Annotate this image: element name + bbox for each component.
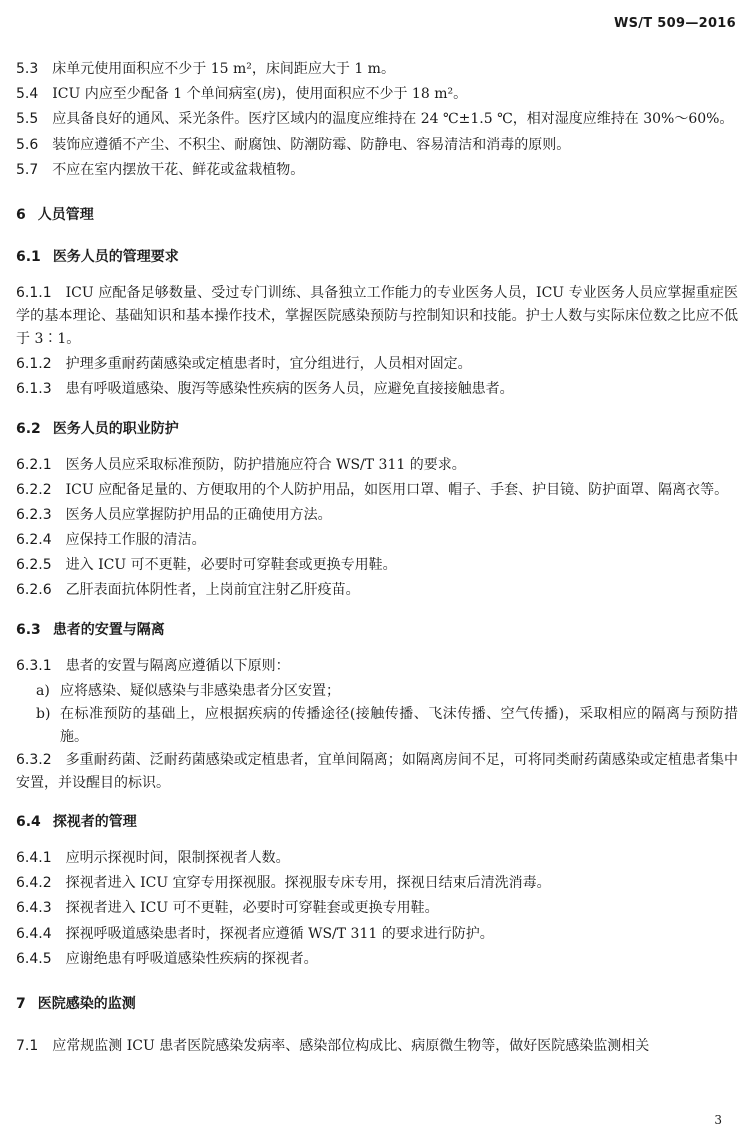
heading-number: 6 (16, 206, 26, 223)
list-marker: b) (36, 705, 51, 722)
clause-6-4-3 (16, 897, 738, 920)
clause-text: 探视者进入 ICU 宜穿专用探视服。探视服专床专用，探视日结束后清洗消毒。 (65, 875, 551, 892)
list-item-b (16, 703, 738, 749)
clause-text: 探视者进入 ICU 可不更鞋，必要时可穿鞋套或更换专用鞋。 (65, 900, 439, 917)
clause-6-2-5 (16, 554, 738, 577)
clause-5-5 (16, 108, 738, 131)
clause-text: 应保持工作服的清洁。 (65, 532, 206, 549)
heading-number: 6.3 (16, 621, 41, 638)
clause-number: 6.2.6 (16, 582, 52, 599)
clause-number: 5.6 (16, 136, 39, 153)
clause-5-4 (16, 83, 738, 106)
clause-number: 6.4.2 (16, 875, 52, 892)
clause-text: 进入 ICU 可不更鞋，必要时可穿鞋套或更换专用鞋。 (65, 557, 397, 574)
clause-5-7 (16, 159, 738, 182)
heading-number: 6.4 (16, 814, 41, 830)
heading-number: 6.1 (16, 248, 41, 265)
section-heading-6 (16, 204, 738, 226)
clause-number: 6.1.1 (16, 284, 52, 301)
clause-5-3 (16, 58, 738, 81)
heading-title: 探视者的管理 (52, 814, 137, 830)
clause-text: 应谢绝患有呼吸道感染性疾病的探视者。 (65, 950, 318, 967)
clause-text: 床单元使用面积应不少于 15 m²，床间距应大于 1 m。 (52, 61, 395, 77)
heading-title: 医院感染的监测 (37, 995, 136, 1012)
clause-number: 6.2.5 (16, 557, 52, 574)
clause-number: 6.4.1 (16, 850, 52, 866)
clause-number: 6.3.2 (16, 751, 52, 768)
clause-text: 装饰应遵循不产尘、不积尘、耐腐蚀、防潮防霉、防静电、容易清洁和消毒的原则。 (52, 136, 571, 153)
section-heading-7 (16, 993, 738, 1015)
clause-number: 6.2.3 (16, 506, 52, 523)
clause-text: 不应在室内摆放干花、鲜花或盆栽植物。 (52, 161, 305, 178)
clause-number: 6.4.3 (16, 900, 52, 917)
clause-6-4-2 (16, 872, 738, 895)
list-item-text: 在标准预防的基础上，应根据疾病的传播途径(接触传播、飞沫传播、空气传播)，采取相应的隔离与预防措施。 (60, 705, 738, 745)
clause-6-3-1 (16, 655, 738, 678)
clause-5-6 (16, 134, 738, 157)
page-number: 3 (714, 1113, 722, 1127)
section-heading-6-4 (16, 811, 738, 833)
section-heading-6-3 (16, 619, 738, 641)
clause-text: 医务人员应采取标准预防，防护措施应符合 WS/T 311 的要求。 (65, 456, 466, 473)
clause-text: ICU 应配备足量的、方便取用的个人防护用品，如医用口罩、帽子、手套、护目镜、防护面罩、隔离衣等。 (65, 481, 729, 498)
heading-title: 患者的安置与隔离 (52, 621, 165, 638)
list-marker: a) (36, 682, 50, 699)
clause-text: 患者的安置与隔离应遵循以下原则： (65, 657, 290, 674)
list-item-a (16, 680, 738, 703)
clause-text: ICU 内应至少配备 1 个单间病室(房)，使用面积应不少于 18 m²。 (52, 86, 468, 103)
heading-title: 医务人员的职业防护 (52, 420, 179, 437)
clause-text: 多重耐药菌、泛耐药菌感染或定植患者，宜单间隔离；如隔离房间不足，可将同类耐药菌感染或定植患者集中安置，并设醒目的标识。 (16, 751, 738, 791)
clause-6-1-2 (16, 353, 738, 376)
clause-7-1 (16, 1035, 738, 1058)
clause-6-2-1 (16, 454, 738, 477)
heading-title: 人员管理 (37, 206, 94, 223)
document-body (16, 58, 738, 1060)
clause-number: 6.4.4 (16, 925, 52, 942)
clause-number: 6.2.2 (16, 481, 52, 498)
clause-text: ICU 应配备足够数量、受过专门训练、具备独立工作能力的专业医务人员，ICU 专业医务人员应掌握重症医学的基本理论、基础知识和基本操作技术，掌握医院感染预防与控制知识和技能。护士人数与实际床位数之比应不低于 3∶1。 (16, 284, 738, 347)
clause-6-4-4 (16, 923, 738, 946)
clause-6-2-3 (16, 504, 738, 527)
clause-6-2-4 (16, 529, 738, 552)
clause-6-1-3 (16, 378, 738, 401)
clause-number: 5.3 (16, 61, 39, 77)
clause-text: 应具备良好的通风、采光条件。医疗区域内的温度应维持在 24 ℃±1.5 ℃，相对湿度应维持在 30%～60%。 (52, 111, 734, 128)
section-heading-6-1 (16, 246, 738, 268)
clause-number: 6.4.5 (16, 950, 52, 967)
clause-6-4-1 (16, 847, 738, 870)
clause-text: 探视呼吸道感染患者时，探视者应遵循 WS/T 311 的要求进行防护。 (65, 925, 494, 942)
clause-number: 6.1.3 (16, 381, 52, 398)
clause-text: 医务人员应掌握防护用品的正确使用方法。 (65, 506, 332, 523)
clause-number: 5.5 (16, 111, 39, 128)
clause-text: 应明示探视时间，限制探视者人数。 (65, 850, 290, 866)
clause-text: 护理多重耐药菌感染或定植患者时，宜分组进行，人员相对固定。 (65, 356, 472, 373)
clause-number: 6.2.4 (16, 532, 52, 549)
list-item-text: 应将感染、疑似感染与非感染患者分区安置； (60, 682, 340, 699)
clause-number: 5.4 (16, 86, 39, 103)
clause-6-1-1 (16, 282, 738, 351)
clause-number: 7.1 (16, 1037, 39, 1054)
clause-text: 乙肝表面抗体阴性者，上岗前宜注射乙肝疫苗。 (65, 582, 360, 599)
clause-6-3-2 (16, 749, 738, 795)
clause-number: 5.7 (16, 161, 39, 178)
clause-text: 患有呼吸道感染、腹泻等感染性疾病的医务人员，应避免直接接触患者。 (65, 381, 514, 398)
standard-code: WS/T 509—2016 (613, 16, 736, 31)
heading-number: 6.2 (16, 420, 41, 437)
clause-number: 6.1.2 (16, 356, 52, 373)
clause-6-4-5 (16, 948, 738, 971)
clause-number: 6.3.1 (16, 657, 52, 674)
heading-number: 7 (16, 995, 26, 1012)
clause-6-2-2 (16, 479, 738, 502)
clause-text: 应常规监测 ICU 患者医院感染发病率、感染部位构成比、病原微生物等，做好医院感染监测相关 (52, 1037, 650, 1054)
section-heading-6-2 (16, 418, 738, 440)
heading-title: 医务人员的管理要求 (52, 248, 179, 265)
clause-6-2-6 (16, 579, 738, 602)
clause-number: 6.2.1 (16, 456, 52, 473)
